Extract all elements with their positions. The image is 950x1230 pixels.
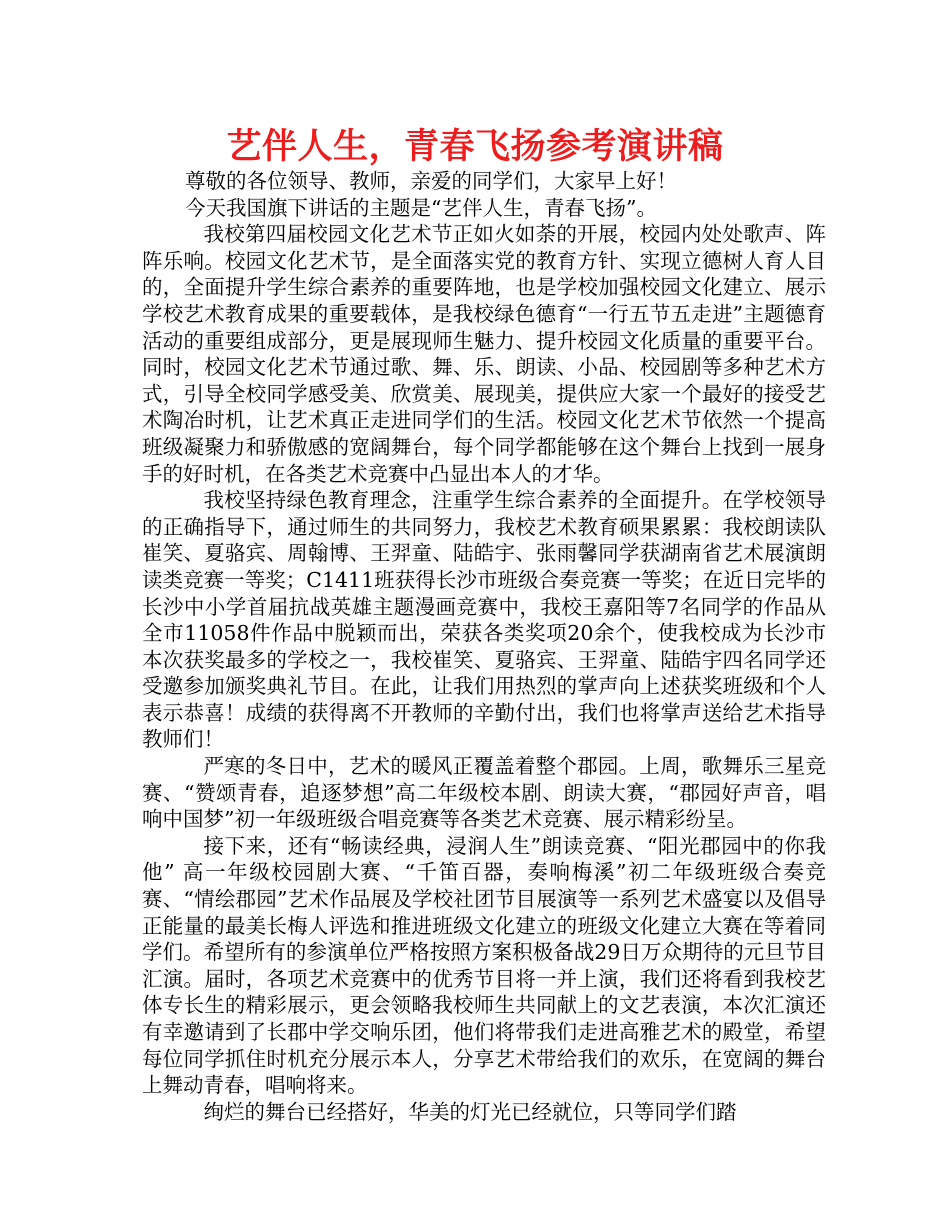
paragraph-upcoming-events: 接下来，还有“畅读经典，浸润人生”朗读竞赛、“阳光郡园中的你我他” 高一年级校园剧大赛、“千笛百器，奏响梅溪”初二年级班级合奏竞赛、“情绘郡园”艺术作品展及学校社团节目展演等一系列艺术盛宴以及倡导正能量的最美长梅人评选和推进班级文化建立的班级文化建立大赛在等着同学们。希望所有的参演单位严格按照方案积极备战29日万众期待的元旦节目汇演。届时，各项艺术竞赛中的优秀节目将一并上演，我们还将看到我校艺体专长生的精彩展示，更会领略我校师生共同献上的文艺表演，本次汇演还有幸邀请到了长郡中学交响乐团，他们将带我们走进高雅艺术的殿堂，希望每位同学抓住时机充分展示本人，分享艺术带给我们的欢乐，在宽阔的舞台上舞动青春，唱响将来。 — [142, 833, 826, 1098]
paragraph-arts-festival: 我校第四届校园文化艺术节正如火如荼的开展，校园内处处歌声、阵阵乐响。校园文化艺术节，是全面落实党的教育方针、实现立德树人育人目的，全面提升学生综合素养的重要阵地，也是学校加强校园文化建立、展示学校艺术教育成果的重要载体，是我校绿色德育“一行五节五走进”主题德育活动的重要组成部分，更是展现师生魅力、提升校园文化质量的重要平台。同时，校园文化艺术节通过歌、舞、乐、朗读、小品、校园剧等多种艺术方式，引导全校同学感受美、欣赏美、展现美，提供应大家一个最好的接受艺术陶冶时机，让艺术真正走进同学们的生活。校园文化艺术节依然一个提高班级凝聚力和骄傲感的宽阔舞台，每个同学都能够在这个舞台上找到一展身手的好时机，在各类艺术竞赛中凸显出本人的才华。 — [142, 222, 826, 486]
paragraph-closing: 绚烂的舞台已经搭好，华美的灯光已经就位，只等同学们踏 — [203, 1099, 737, 1124]
document-title: 艺伴人生，青春飞扬参考演讲稿 — [226, 127, 724, 167]
paragraph-greeting: 尊敬的各位领导、教师，亲爱的同学们，大家早上好！ — [185, 169, 678, 193]
paragraph-topic: 今天我国旗下讲话的主题是“艺伴人生，青春飞扬”。 — [185, 195, 658, 220]
paragraph-achievements: 我校坚持绿色教育理念，注重学生综合素养的全面提升。在学校领导的正确指导下，通过师生的共同努力，我校艺术教育硕果累累：我校朗读队崔笑、夏骆宾、周翰博、王羿童、陆皓宇、张雨馨同学获湖南省艺术展演朗读类竞赛一等奖；C1411班获得长沙市班级合奏竞赛一等奖；在近日完毕的长沙中小学首届抗战英雄主题漫画竞赛中，我校王嘉阳等7名同学的作品从全市11058件作品中脱颖而出，荣获各类奖项20余个，使我校成为长沙市本次获奖最多的学校之一，我校崔笑、夏骆宾、王羿童、陆皓宇四名同学还受邀参加颁奖典礼节目。在此，让我们用热烈的掌声向上述获奖班级和个人表示恭喜！成绩的获得离不开教师的辛勤付出，我们也将掌声送给艺术指导教师们！ — [142, 488, 826, 752]
document-body — [142, 168, 826, 1125]
paragraph-winter-events: 严寒的冬日中，艺术的暖风正覆盖着整个郡园。上周，歌舞乐三星竞赛、“赞颂青春，追逐梦想”高二年级校本剧、朗读大赛，“郡园好声音，唱响中国梦”初一年级班级合唱竞赛等各类艺术竞赛、展示精彩纷呈。 — [142, 754, 826, 832]
